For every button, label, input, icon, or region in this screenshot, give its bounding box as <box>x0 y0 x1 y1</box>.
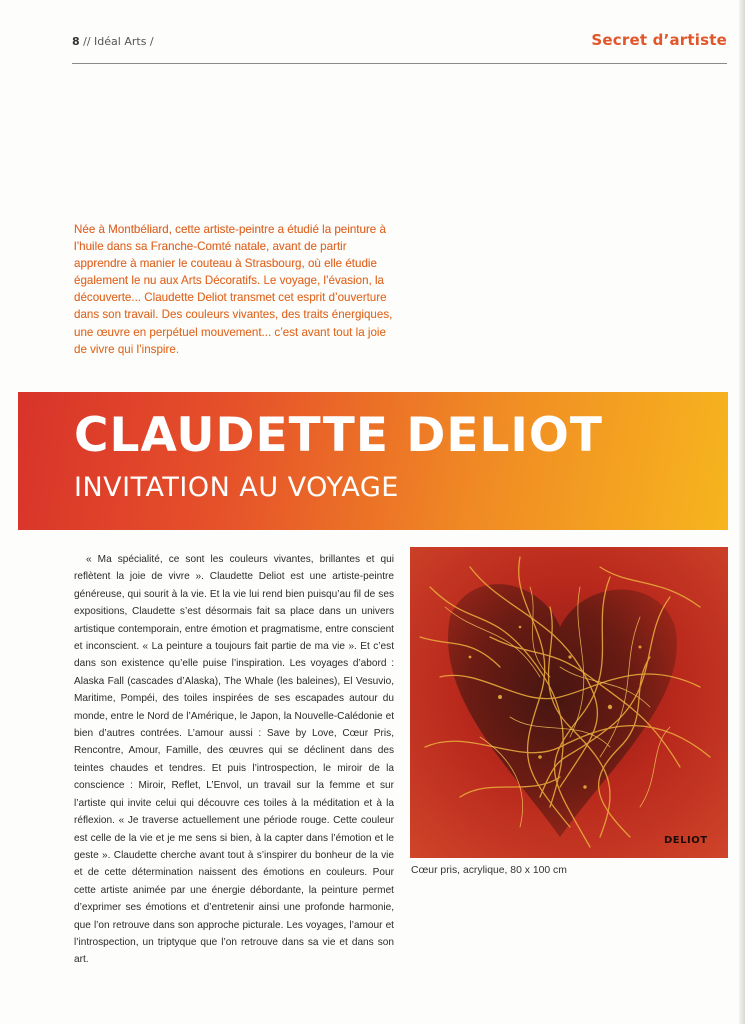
title-banner <box>18 392 728 530</box>
intro-paragraph <box>74 221 394 358</box>
painting-signature: DELIOT <box>664 835 708 846</box>
article-subtitle: INVITATION AU VOYAGE <box>74 472 399 503</box>
painting-caption: Cœur pris, acrylique, 80 x 100 cm <box>411 865 567 876</box>
page-edge <box>739 0 745 1024</box>
painting-artwork <box>410 547 728 858</box>
header-folio <box>72 35 154 48</box>
intro-text: Née à Montbéliard, cette artiste-peintre a étudié la peinture à l’huile dans sa Franche-Comté natale, avant de partir apprendre à manier le couteau à Strasbourg, où elle étudie également le nu aux Arts Décoratifs. Le voyage, l’évasion, la découverte... Claudette Deliot transmet cet esprit d’ouverture dans son travail. Des couleurs vivantes, des traits énergiques, une œuvre en perpétuel mouvement... c’est avant tout la joie de vivre qui l’inspire. <box>74 223 393 356</box>
painting-image <box>410 547 728 858</box>
page-number: 8 <box>72 35 80 48</box>
magazine-name: // Idéal Arts / <box>79 35 154 48</box>
page-header <box>72 33 727 64</box>
article-title: CLAUDETTE DELIOT <box>74 408 603 463</box>
article-body: « Ma spécialité, ce sont les couleurs vivantes, brillantes et qui reflètent la joie de vivre ». Claudette Deliot est une artiste-peintre généreuse, qui sourit à la vie. Et la vie lui rend bien puisqu’au fil de ses expositions, Claudette s’est désormais fait sa place dans un univers artistique contemporain, entre émotion et pragmatisme, entre conscient et inconscient. « La peinture a toujours fait partie de ma vie ». Et c’est dans son existence qu’elle puise l’inspiration. Les voyages d’abord : Alaska Fall (cascades d’Alaska), The Whale (les baleines), El Vesuvio, Maritime, Pompéi, des toiles inspirées de ses escapades autour du monde, entre le Nord de l’Amérique, le Japon, la Nouvelle-Calédonie et bien d’autres contrées. L’amour aussi : Save by Love, Cœur Pris, Rencontre, Amour, Famille, des œuvres qui se déclinent dans des teintes chaudes et tendres. Et puis l’introspection, le miroir de la conscience : Miroir, Reflet, L’Envol, un travail sur la femme et sur l’artiste qui invite celui qui découvre ces toiles à la méditation et à la réflexion. « Je traverse actuellement une période rouge. Cette couleur est celle de la vie et je me sens si bien, à la capter dans l’émotion et le geste ». Claudette cherche avant tout à s’inspirer du bonheur de la vie et de cette détermination naissent des émotions en couleurs. Pour cette artiste animée par une énergie débordante, la peinture permet d’exprimer ses émotions et d’entretenir ainsi une profonde harmonie, que l’on retrouve dans son approche picturale. Les voyages, l’amour et l’introspection, un triptyque que l’on retrouve dans sa vie et dans son art. <box>74 554 394 966</box>
section-title: Secret d’artiste <box>591 31 727 49</box>
